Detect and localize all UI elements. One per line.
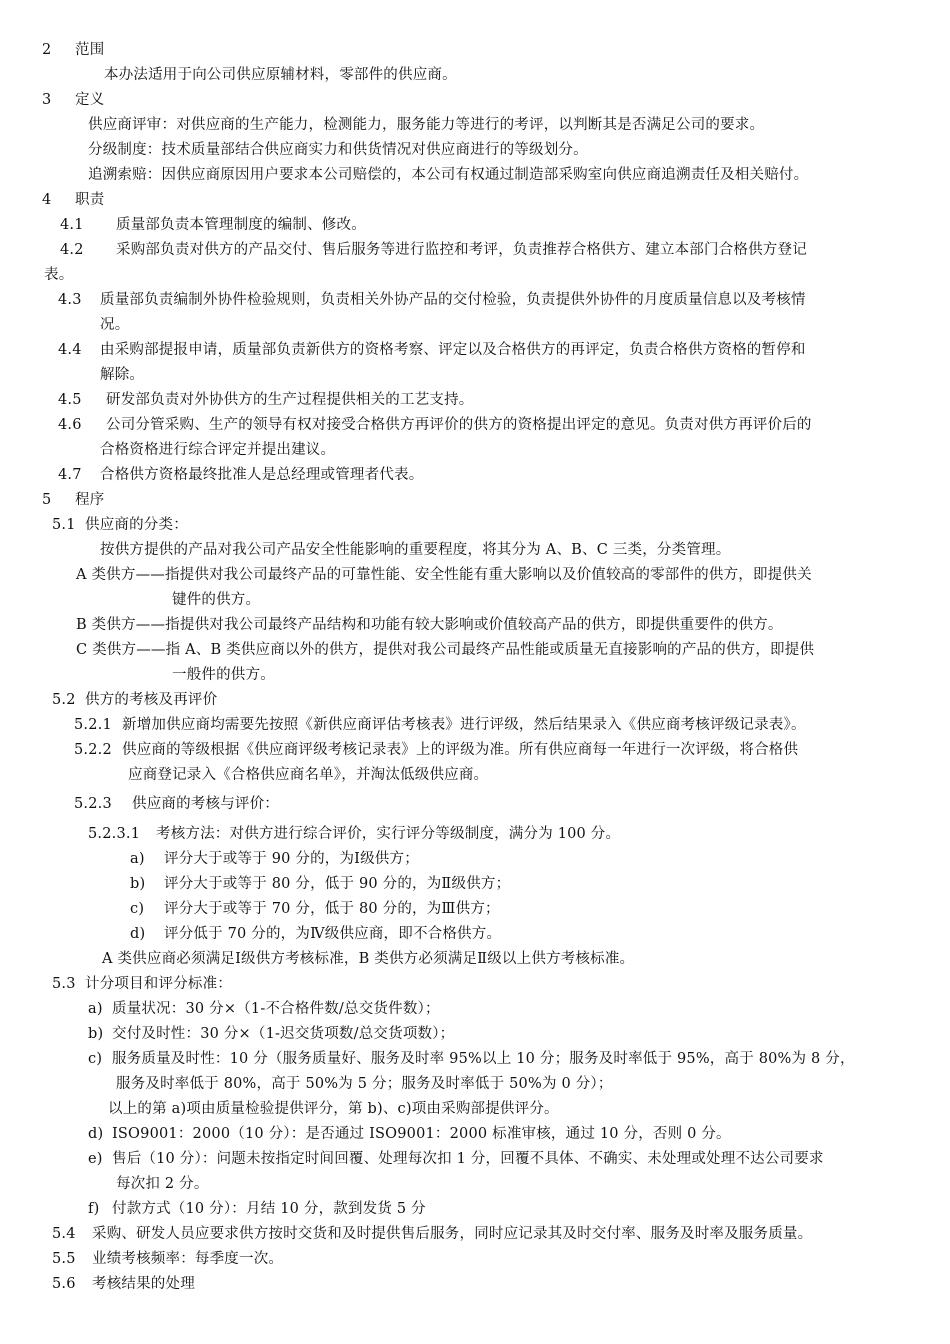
list-item-continued: 合格资格进行综合评定并提出建议。 [100, 442, 336, 458]
list-item: a) 质量状况：30 分×（1-不合格件数/总交货件数）； [88, 1001, 440, 1017]
list-item: 4.3 质量部负责编制外协件检验规则，负责相关外协产品的交付检验，负责提供外协件的月度质量信息以及考核情 [58, 292, 806, 308]
subsection-heading: 5.2 供方的考核及再评价 [52, 692, 218, 708]
list-item: e) 售后（10 分）：问题未按指定时间回覆、处理每次扣 1 分，回覆不具体、不确实、未处理或处理不达公司要求 [88, 1151, 824, 1167]
list-item-continued: 服务及时率低于 80%，高于 50%为 5 分；服务及时率低于 50%为 0 分）； [116, 1076, 613, 1092]
section-heading: 4 职责 [42, 192, 105, 208]
list-item-continued: 表。 [44, 267, 74, 283]
list-item: a) 评分大于或等于 90 分的，为Ⅰ级供方； [130, 851, 419, 867]
list-item: b) 交付及时性：30 分×（1-迟交货项数/总交货项数）； [88, 1026, 455, 1042]
list-item: b) 评分大于或等于 80 分，低于 90 分的，为Ⅱ级供方； [130, 876, 511, 892]
paragraph-continued: 键件的供方。 [172, 592, 261, 608]
list-item: d) ISO9001：2000（10 分）：是否通过 ISO9001：2000 标准审核，通过 10 分，否则 0 分。 [88, 1126, 731, 1142]
paragraph: 供应商评审：对供应商的生产能力，检测能力，服务能力等进行的考评，以判断其是否满足公司的要求。 [88, 117, 765, 133]
section-heading: 5 程序 [42, 492, 105, 508]
subsection-heading: 5.4 采购、研发人员应要求供方按时交货和及时提供售后服务，同时应记录其及时交付率、服务及时率及服务质量。 [52, 1226, 813, 1242]
list-item: 4.4 由采购部提报申请，质量部负责新供方的资格考察、评定以及合格供方的再评定，负责合格供方资格的暂停和 [58, 342, 806, 358]
paragraph-continued: 一般件的供方。 [172, 667, 275, 683]
subsection-heading: 5.6 考核结果的处理 [52, 1276, 195, 1292]
section-heading: 2 范围 [42, 42, 105, 58]
list-item: 4.5 研发部负责对外协供方的生产过程提供相关的工艺支持。 [58, 392, 474, 408]
list-item: c) 评分大于或等于 70 分，低于 80 分的，为Ⅲ供方； [130, 901, 500, 917]
paragraph: 以上的第 a)项由质量检验提供评分，第 b)、c)项由采购部提供评分。 [108, 1101, 559, 1117]
paragraph: C 类供方——指 A、B 类供应商以外的供方，提供对我公司最终产品性能或质量无直接影响的产品的供方，即提供 [76, 642, 815, 658]
paragraph: A 类供应商必须满足Ⅰ级供方考核标准，B 类供方必须满足Ⅱ级以上供方考核标准。 [102, 951, 635, 967]
list-item: 5.2.3.1 考核方法：对供方进行综合评价，实行评分等级制度，满分为 100 分。 [88, 826, 621, 842]
paragraph: 分级制度：技术质量部结合供应商实力和供货情况对供应商进行的等级划分。 [88, 142, 588, 158]
subsection-heading: 5.5 业绩考核频率：每季度一次。 [52, 1251, 284, 1267]
list-item: 4.7 合格供方资格最终批准人是总经理或管理者代表。 [58, 467, 424, 483]
list-item: 5.2.3 供应商的考核与评价： [74, 796, 279, 812]
list-item: f) 付款方式（10 分）：月结 10 分，款到发货 5 分 [88, 1201, 426, 1217]
list-item-continued: 每次扣 2 分。 [116, 1176, 209, 1192]
list-item-continued: 况。 [100, 317, 130, 333]
paragraph: A 类供方——指提供对我公司最终产品的可靠性能、安全性能有重大影响以及价值较高的零部件的供方，即提供关 [76, 567, 812, 583]
list-item: d) 评分低于 70 分的，为Ⅳ级供应商，即不合格供方。 [130, 926, 502, 942]
list-item: 5.2.2 供应商的等级根据《供应商评级考核记录表》上的评级为准。所有供应商每一年进行一次评级，将合格供 [74, 742, 799, 758]
paragraph: 按供方提供的产品对我公司产品安全性能影响的重要程度，将其分为 A、B、C 三类，分类管理。 [100, 542, 731, 558]
list-item: c) 服务质量及时性：10 分（服务质量好、服务及时率 95%以上 10 分；服务及时率低于 95%，高于 80%为 8 分， [88, 1051, 855, 1067]
section-heading: 3 定义 [42, 92, 105, 108]
paragraph: 本办法适用于向公司供应原辅材料，零部件的供应商。 [104, 67, 457, 83]
list-item-continued: 应商登记录入《合格供应商名单》，并淘汰低级供应商。 [128, 767, 489, 783]
subsection-heading: 5.1 供应商的分类： [52, 517, 188, 533]
list-item: 4.6 公司分管采购、生产的领导有权对接受合格供方再评价的供方的资格提出评定的意见。负责对供方再评价后的 [58, 417, 812, 433]
list-item: 4.2 采购部负责对供方的产品交付、售后服务等进行监控和考评，负责推荐合格供方、建立本部门合格供方登记 [60, 242, 807, 258]
list-item: 4.1 质量部负责本管理制度的编制、修改。 [60, 217, 366, 233]
paragraph: B 类供方——指提供对我公司最终产品结构和功能有较大影响或价值较高产品的供方，即提供重要件的供方。 [76, 617, 783, 633]
paragraph: 追溯索赔：因供应商原因用户要求本公司赔偿的，本公司有权通过制造部采购室向供应商追溯责任及相关赔付。 [88, 167, 809, 183]
list-item: 5.2.1 新增加供应商均需要先按照《新供应商评估考核表》进行评级，然后结果录入《供应商考核评级记录表》。 [74, 717, 806, 733]
subsection-heading: 5.3 计分项目和评分标准： [52, 976, 232, 992]
list-item-continued: 解除。 [100, 367, 145, 383]
